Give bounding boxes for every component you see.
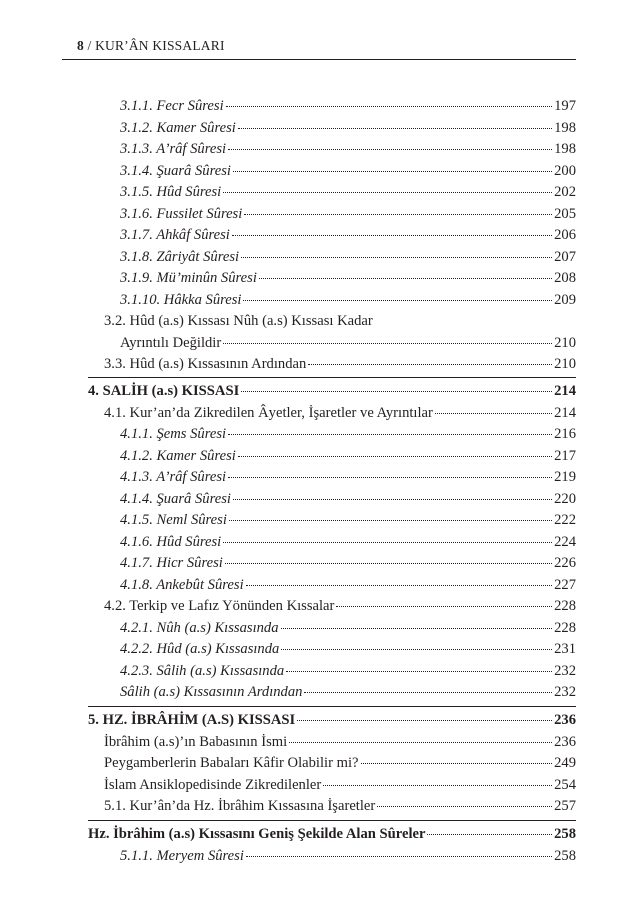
toc-entry-title: 3.1.2. Kamer Sûresi [120, 119, 236, 136]
toc-chapter[interactable] [88, 824, 576, 845]
toc-entry[interactable] [104, 775, 576, 796]
toc-entry-page: 208 [554, 270, 576, 286]
toc-entry-page: 231 [554, 641, 576, 657]
toc-entry-title: 4.1.6. Hûd Sûresi [120, 533, 222, 550]
toc-entry-title: 3.1.9. Mü’minûn Sûresi [120, 270, 257, 286]
leader-dots [228, 477, 552, 478]
toc-chapter[interactable] [88, 381, 576, 402]
toc-entry-title: 3.1.6. Fussilet Sûresi [120, 205, 243, 222]
toc-entry-page: 228 [554, 598, 576, 614]
toc-entry-page: 206 [554, 227, 576, 243]
toc-entry[interactable] [120, 846, 576, 867]
leader-dots [323, 785, 552, 786]
toc-entry[interactable] [120, 532, 576, 553]
toc-entry-title: 5.1.1. Meryem Sûresi [120, 847, 244, 864]
toc-entry-page: 202 [554, 184, 576, 200]
leader-dots [246, 585, 552, 586]
toc-entry[interactable] [120, 446, 576, 467]
toc-entry-title: 4.1.4. Şuarâ Sûresi [120, 490, 231, 507]
toc-entry-page: 220 [554, 490, 576, 507]
toc-entry[interactable] [120, 204, 576, 225]
toc-entry[interactable] [120, 575, 576, 596]
toc-entry-page: 258 [554, 847, 576, 864]
leader-dots [244, 214, 552, 215]
toc-entry-title: İslam Ansiklopedisinde Zikredilenler [104, 776, 322, 793]
toc-entry-page: 210 [554, 356, 576, 372]
toc-entry-title: 4.1.2. Kamer Sûresi [120, 447, 236, 464]
toc-entry[interactable] [120, 424, 576, 445]
toc-entry-title: 4.2.1. Nûh (a.s) Kıssasında [120, 619, 279, 636]
leader-dots [228, 434, 552, 435]
toc-entry-title: 4.2. Terkip ve Lafız Yönünden Kıssalar [104, 598, 335, 614]
toc-entry-title: 4.1.5. Neml Sûresi [120, 512, 227, 528]
toc-entry-page: 198 [554, 119, 576, 136]
toc-entry[interactable] [104, 403, 576, 424]
toc-entry-title: 4.1. Kur’an’da Zikredilen Âyetler, İşaretler ve Ayrıntılar [104, 404, 433, 421]
toc-entry[interactable] [104, 732, 576, 753]
toc-entry[interactable] [104, 354, 576, 375]
toc-entry-page: 224 [554, 533, 576, 550]
toc-entry[interactable] [120, 290, 576, 311]
toc-entry[interactable] [120, 139, 576, 160]
leader-dots [308, 364, 552, 365]
toc-entry-title: 3.2. Hûd (a.s) Kıssası Nûh (a.s) Kıssası Kadar [104, 313, 373, 329]
toc-entry-title: 4.2.2. Hûd (a.s) Kıssasında [120, 641, 280, 657]
header-book-title: KUR’ÂN KISSALARI [95, 38, 225, 53]
toc-entry-title: 4.1.3. A’râf Sûresi [120, 469, 227, 485]
toc-entry[interactable] [120, 161, 576, 182]
leader-dots [259, 278, 552, 279]
toc-entry-title: Hz. İbrâhim (a.s) Kıssasını Geniş Şekilde Alan Sûreler [88, 826, 426, 842]
leader-dots [226, 106, 552, 107]
leader-dots [377, 806, 552, 807]
toc-entry[interactable] [120, 467, 576, 488]
leader-dots [304, 692, 552, 693]
toc-entry[interactable] [120, 489, 576, 510]
leader-dots [233, 171, 552, 172]
leader-dots [238, 128, 552, 129]
section-rule [88, 706, 576, 707]
leader-dots [223, 542, 552, 543]
leader-dots [281, 628, 553, 629]
toc-entry-page: 236 [554, 733, 576, 750]
leader-dots [297, 720, 552, 721]
toc-entry-page: 222 [554, 512, 576, 528]
toc-entry-page: 232 [554, 662, 576, 679]
leader-dots [289, 742, 552, 743]
toc-entry-page: 258 [554, 826, 576, 842]
leader-dots [228, 149, 552, 150]
toc-entry-title: 5. HZ. İBRÂHİM (A.S) KISSASI [88, 712, 296, 728]
toc-entry[interactable] [120, 661, 576, 682]
leader-dots [427, 834, 552, 835]
leader-dots [223, 192, 552, 193]
leader-dots [281, 649, 552, 650]
section-rule [88, 820, 576, 821]
toc-entry[interactable] [120, 333, 576, 354]
toc-entry-page: 219 [554, 469, 576, 485]
toc-entry-page: 210 [554, 334, 576, 351]
leader-dots [286, 671, 552, 672]
toc-entry[interactable] [120, 682, 576, 703]
toc-entry[interactable] [120, 553, 576, 574]
section-rule [88, 377, 576, 378]
toc-entry-page: 232 [554, 684, 576, 700]
leader-dots [225, 563, 552, 564]
toc-entry-title: 4.1.7. Hicr Sûresi [120, 555, 223, 571]
toc-entry-title: 3.1.4. Şuarâ Sûresi [120, 162, 231, 179]
toc-entry-page: 228 [554, 619, 576, 636]
leader-dots [241, 391, 552, 392]
toc-entry[interactable] [104, 753, 576, 774]
toc-entry[interactable] [120, 118, 576, 139]
toc-entry-title: 3.1.1. Fecr Sûresi [120, 98, 224, 114]
toc-entry-page: 214 [554, 404, 576, 421]
toc-entry-page: 207 [554, 248, 576, 265]
toc-entry-page: 254 [554, 776, 576, 793]
toc-entry-title: Peygamberlerin Babaları Kâfir Olabilir mi? [104, 755, 359, 771]
toc-entry-title: İbrâhim (a.s)’ın Babasının İsmi [104, 733, 288, 750]
toc-entry-title: Ayrıntılı Değildir [120, 334, 222, 351]
leader-dots [233, 499, 552, 500]
toc-entry-title: 4.1.8. Ankebût Sûresi [120, 576, 244, 593]
toc-entry-title: 4.2.3. Sâlih (a.s) Kıssasında [120, 662, 285, 679]
toc-entry-title: 3.1.3. A’râf Sûresi [120, 141, 227, 157]
header-separator: / [83, 38, 96, 53]
toc-chapter[interactable] [88, 710, 576, 731]
toc-entry[interactable] [104, 596, 576, 617]
header-page-number: 8 [77, 38, 84, 53]
toc-entry-title: 3.1.7. Ahkâf Sûresi [120, 227, 230, 243]
toc-entry-page: 217 [554, 447, 576, 464]
toc-entry[interactable] [120, 182, 576, 203]
toc-entry[interactable] [104, 311, 576, 332]
toc-entry-page: 249 [554, 755, 576, 771]
toc-entry-title: Sâlih (a.s) Kıssasının Ardından [120, 684, 303, 700]
toc-entry[interactable] [120, 247, 576, 268]
toc-entry-page: 227 [554, 576, 576, 593]
toc-entry-page: 198 [554, 141, 576, 157]
toc-entry-page: 257 [554, 798, 576, 814]
leader-dots [361, 763, 553, 764]
leader-dots [223, 343, 552, 344]
toc-entry-title: 4.1.1. Şems Sûresi [120, 426, 227, 442]
toc-entry-page: 216 [554, 426, 576, 442]
toc-entry-title: 3.1.5. Hûd Sûresi [120, 184, 222, 200]
toc-entry[interactable] [120, 639, 576, 660]
header-rule [62, 59, 576, 60]
toc-entry[interactable] [120, 268, 576, 289]
toc-entry-page: 197 [554, 98, 576, 114]
toc-entry-page: 214 [554, 383, 576, 399]
toc-entry-page: 205 [554, 205, 576, 222]
leader-dots [241, 257, 552, 258]
leader-dots [336, 606, 552, 607]
toc-entry-title: 3.1.8. Zâriyât Sûresi [120, 248, 240, 265]
toc-entry-title: 3.3. Hûd (a.s) Kıssasının Ardından [104, 356, 307, 372]
toc-entry[interactable] [120, 96, 576, 117]
toc-entry-page: 236 [554, 712, 576, 728]
toc-entry[interactable] [120, 510, 576, 531]
toc-entry-page: 200 [554, 162, 576, 179]
toc-entry[interactable] [104, 796, 576, 817]
leader-dots [238, 456, 552, 457]
leader-dots [246, 856, 552, 857]
toc-entry[interactable] [120, 225, 576, 246]
toc-entry-title: 5.1. Kur’ân’da Hz. İbrâhim Kıssasına İşaretler [104, 798, 376, 814]
running-header [77, 38, 576, 54]
leader-dots [232, 235, 552, 236]
toc-entry-title: 3.1.10. Hâkka Sûresi [120, 291, 242, 308]
leader-dots [229, 520, 552, 521]
toc-entry[interactable] [120, 618, 576, 639]
leader-dots [435, 413, 552, 414]
leader-dots [243, 300, 552, 301]
toc-entry-page: 209 [554, 291, 576, 308]
toc-entry-title: 4. SALİH (a.s) KISSASI [88, 383, 240, 399]
toc-entry-page: 226 [554, 555, 576, 571]
